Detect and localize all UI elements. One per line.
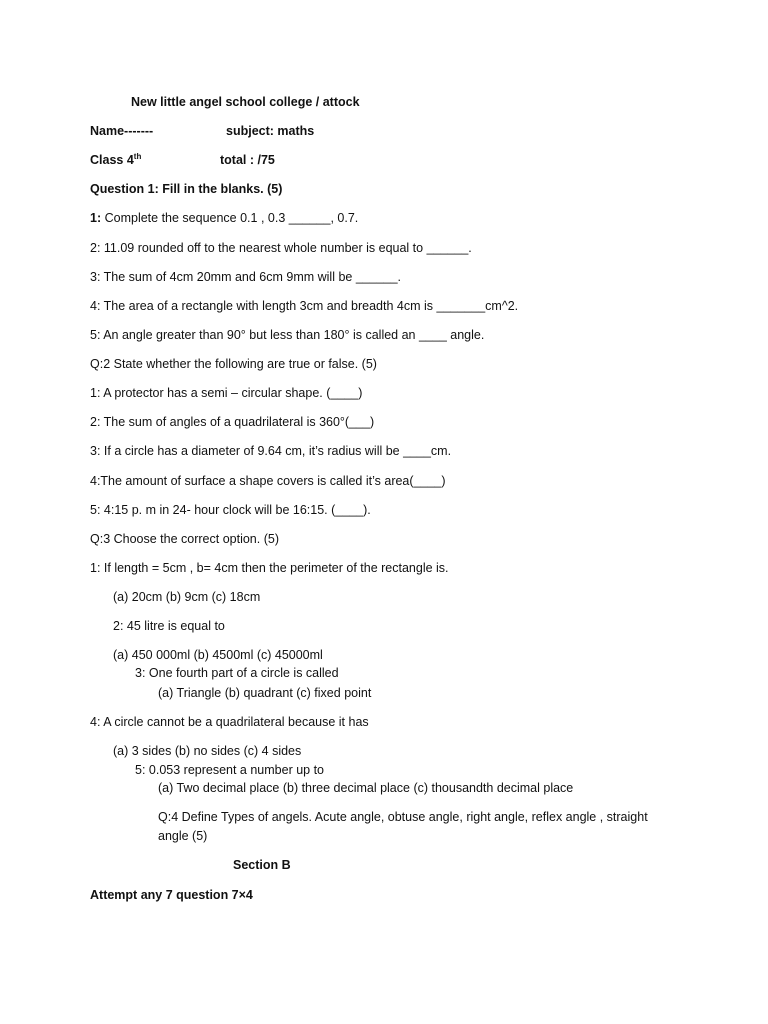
q2-item-4: 4:The amount of surface a shape covers is called it’s area(____) xyxy=(90,474,446,488)
q3-question-2: 2: 45 litre is equal to xyxy=(113,619,225,633)
q1-item-3: 3: The sum of 4cm 20mm and 6cm 9mm will be ______. xyxy=(90,270,402,284)
q3-options-3: (a) Triangle (b) quadrant (c) fixed point xyxy=(158,686,372,700)
q2-item-3: 3: If a circle has a diameter of 9.64 cm, it’s radius will be ____cm. xyxy=(90,444,452,458)
section-b-title: Section B xyxy=(233,858,291,872)
q3-options-1: (a) 20cm (b) 9cm (c) 18cm xyxy=(113,590,261,604)
q2-heading: Q:2 State whether the following are true or false. (5) xyxy=(90,357,377,371)
class-superscript: th xyxy=(133,151,142,161)
q3-question-1: 1: If length = 5cm , b= 4cm then the perimeter of the rectangle is. xyxy=(90,561,449,575)
q1-item-1 xyxy=(90,210,358,226)
q3-question-5: 5: 0.053 represent a number up to xyxy=(135,763,325,777)
class-text: Class 4 xyxy=(90,153,134,167)
name-label: Name------- xyxy=(90,124,154,138)
q1-item-2: 2: 11.09 rounded off to the nearest whole number is equal to ______. xyxy=(90,241,472,255)
subject-label: subject: maths xyxy=(226,124,315,138)
q2-item-5: 5: 4:15 p. m in 24- hour clock will be 16:15. (____). xyxy=(90,503,371,517)
class-label xyxy=(90,152,141,168)
school-title: New little angel school college / attock xyxy=(131,95,360,109)
section-b-instructions: Attempt any 7 question 7×4 xyxy=(90,888,253,902)
q1-item-5: 5: An angle greater than 90° but less than 180° is called an ____ angle. xyxy=(90,328,485,342)
q3-options-4: (a) 3 sides (b) no sides (c) 4 sides xyxy=(113,744,302,758)
q2-item-1: 1: A protector has a semi – circular shape. (____) xyxy=(90,386,363,400)
q3-heading: Q:3 Choose the correct option. (5) xyxy=(90,532,279,546)
q4-line-1: Q:4 Define Types of angels. Acute angle, obtuse angle, right angle, reflex angle , straight xyxy=(158,810,648,824)
q1-item-1-text: Complete the sequence 0.1 , 0.3 ______, 0.7. xyxy=(101,211,359,225)
q2-item-2: 2: The sum of angles of a quadrilateral is 360°(___) xyxy=(90,415,375,429)
q3-options-2: (a) 450 000ml (b) 4500ml (c) 45000ml xyxy=(113,648,323,662)
q1-heading: Question 1: Fill in the blanks. (5) xyxy=(90,182,283,196)
q3-question-3: 3: One fourth part of a circle is called xyxy=(135,666,339,680)
q3-options-5: (a) Two decimal place (b) three decimal place (c) thousandth decimal place xyxy=(158,781,574,795)
q4-line-2: angle (5) xyxy=(158,829,208,843)
total-marks: total : /75 xyxy=(220,153,275,167)
q1-item-4: 4: The area of a rectangle with length 3cm and breadth 4cm is _______cm^2. xyxy=(90,299,519,313)
q3-question-4: 4: A circle cannot be a quadrilateral because it has xyxy=(90,715,369,729)
q1-item-1-number: 1: xyxy=(90,211,102,225)
